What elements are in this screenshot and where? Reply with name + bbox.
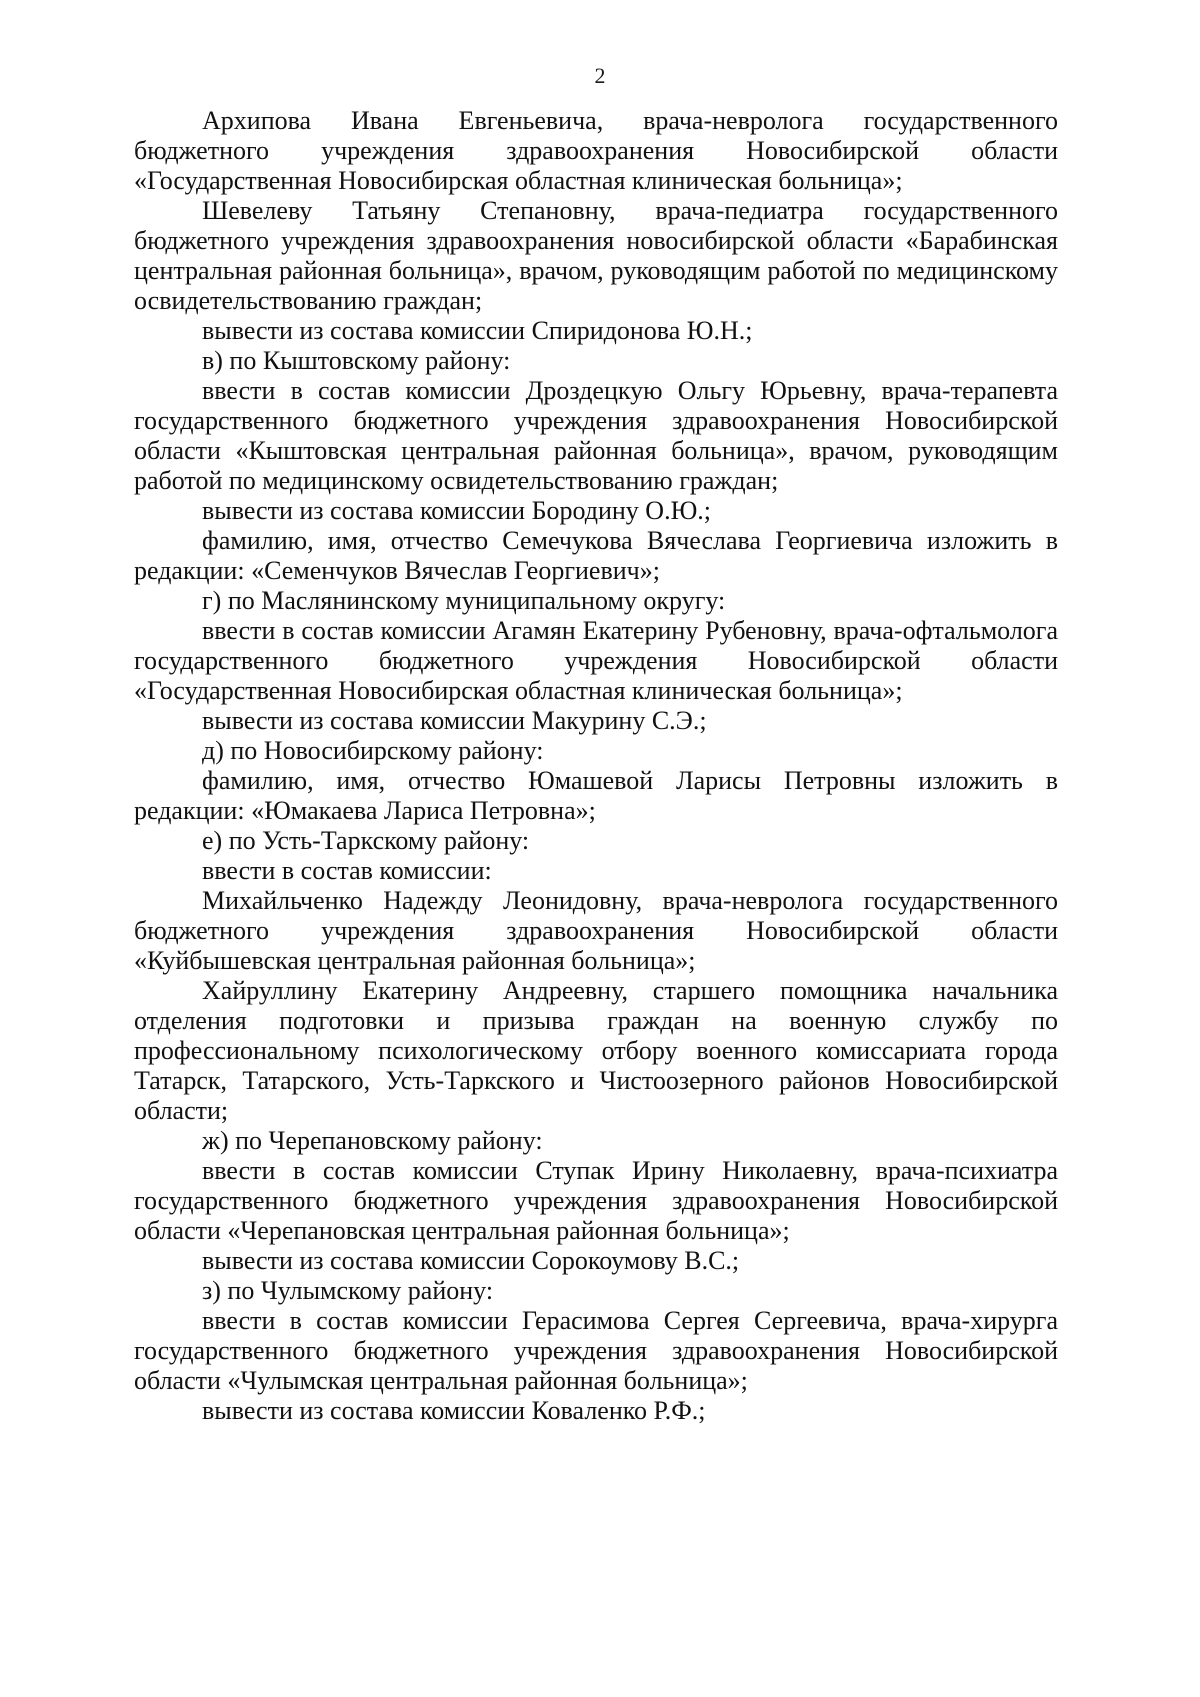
paragraph: Михайльченко Надежду Леонидовну, врача-невролога государственного бюджетного учреждения здравоохранения Новосибирской области «Куйбышевская центральная районная больница»;: [134, 886, 1058, 975]
paragraph: ввести в состав комиссии Дроздецкую Ольгу Юрьевну, врача-терапевта государственного бюджетного учреждения здравоохранения Новосибирской области «Кыштовская центральная районная больница», врачом, руководящим работой по медицинскому освидетельствованию граждан;: [134, 376, 1058, 495]
paragraph: фамилию, имя, отчество Семечукова Вячеслава Георгиевича изложить в редакции: «Семенчуков Вячеслав Георгиевич»;: [134, 526, 1058, 585]
paragraph: ввести в состав комиссии:: [202, 856, 492, 885]
paragraph: д) по Новосибирскому району:: [202, 736, 544, 765]
page-number: 2: [594, 63, 606, 88]
paragraph: з) по Чулымскому району:: [202, 1276, 494, 1305]
paragraph: г) по Маслянинскому муниципальному округу:: [202, 586, 726, 615]
paragraph: вывести из состава комиссии Сорокоумову В.С.;: [202, 1246, 740, 1275]
paragraph: вывести из состава комиссии Бородину О.Ю.;: [202, 496, 712, 525]
paragraph: вывести из состава комиссии Коваленко Р.Ф.;: [202, 1396, 706, 1425]
paragraph: Архипова Ивана Евгеньевича, врача-невролога государственного бюджетного учреждения здравоохранения Новосибирской области «Государственная Новосибирская областная клиническая больница»;: [134, 106, 1058, 195]
paragraph: вывести из состава комиссии Макурину С.Э.;: [202, 706, 707, 735]
paragraph: ввести в состав комиссии Ступак Ирину Николаевну, врача-психиатра государственного бюджетного учреждения здравоохранения Новосибирской области «Черепановская центральная районная больница»;: [134, 1156, 1058, 1245]
paragraph: вывести из состава комиссии Спиридонова Ю.Н.;: [202, 316, 753, 345]
paragraph: ввести в состав комиссии Герасимова Сергея Сергеевича, врача-хирурга государственного бюджетного учреждения здравоохранения Новосибирской области «Чулымская центральная районная больница»;: [134, 1306, 1058, 1395]
paragraph: ж) по Черепановскому району:: [202, 1126, 543, 1155]
paragraph: Хайруллину Екатерину Андреевну, старшего помощника начальника отделения подготовки и призыва граждан на военную службу по профессиональному психологическому отбору военного комиссариата города Татарск, Татарского, Усть-Таркского и Чистоозерного районов Новосибирской области;: [134, 976, 1058, 1125]
paragraph: Шевелеву Татьяну Степановну, врача-педиатра государственного бюджетного учреждения здравоохранения новосибирской области «Барабинская центральная районная больница», врачом, руководящим работой по медицинскому освидетельствованию граждан;: [134, 196, 1058, 315]
paragraph: е) по Усть-Таркскому району:: [202, 826, 530, 855]
paragraph: в) по Кыштовскому району:: [202, 346, 511, 375]
paragraph: фамилию, имя, отчество Юмашевой Ларисы Петровны изложить в редакции: «Юмакаева Лариса Петровна»;: [134, 766, 1058, 825]
document-body: [134, 106, 1058, 1426]
paragraph: ввести в состав комиссии Агамян Екатерину Рубеновну, врача-офтальмолога государственного бюджетного учреждения Новосибирской области «Государственная Новосибирская областная клиническая больница»;: [134, 616, 1058, 705]
